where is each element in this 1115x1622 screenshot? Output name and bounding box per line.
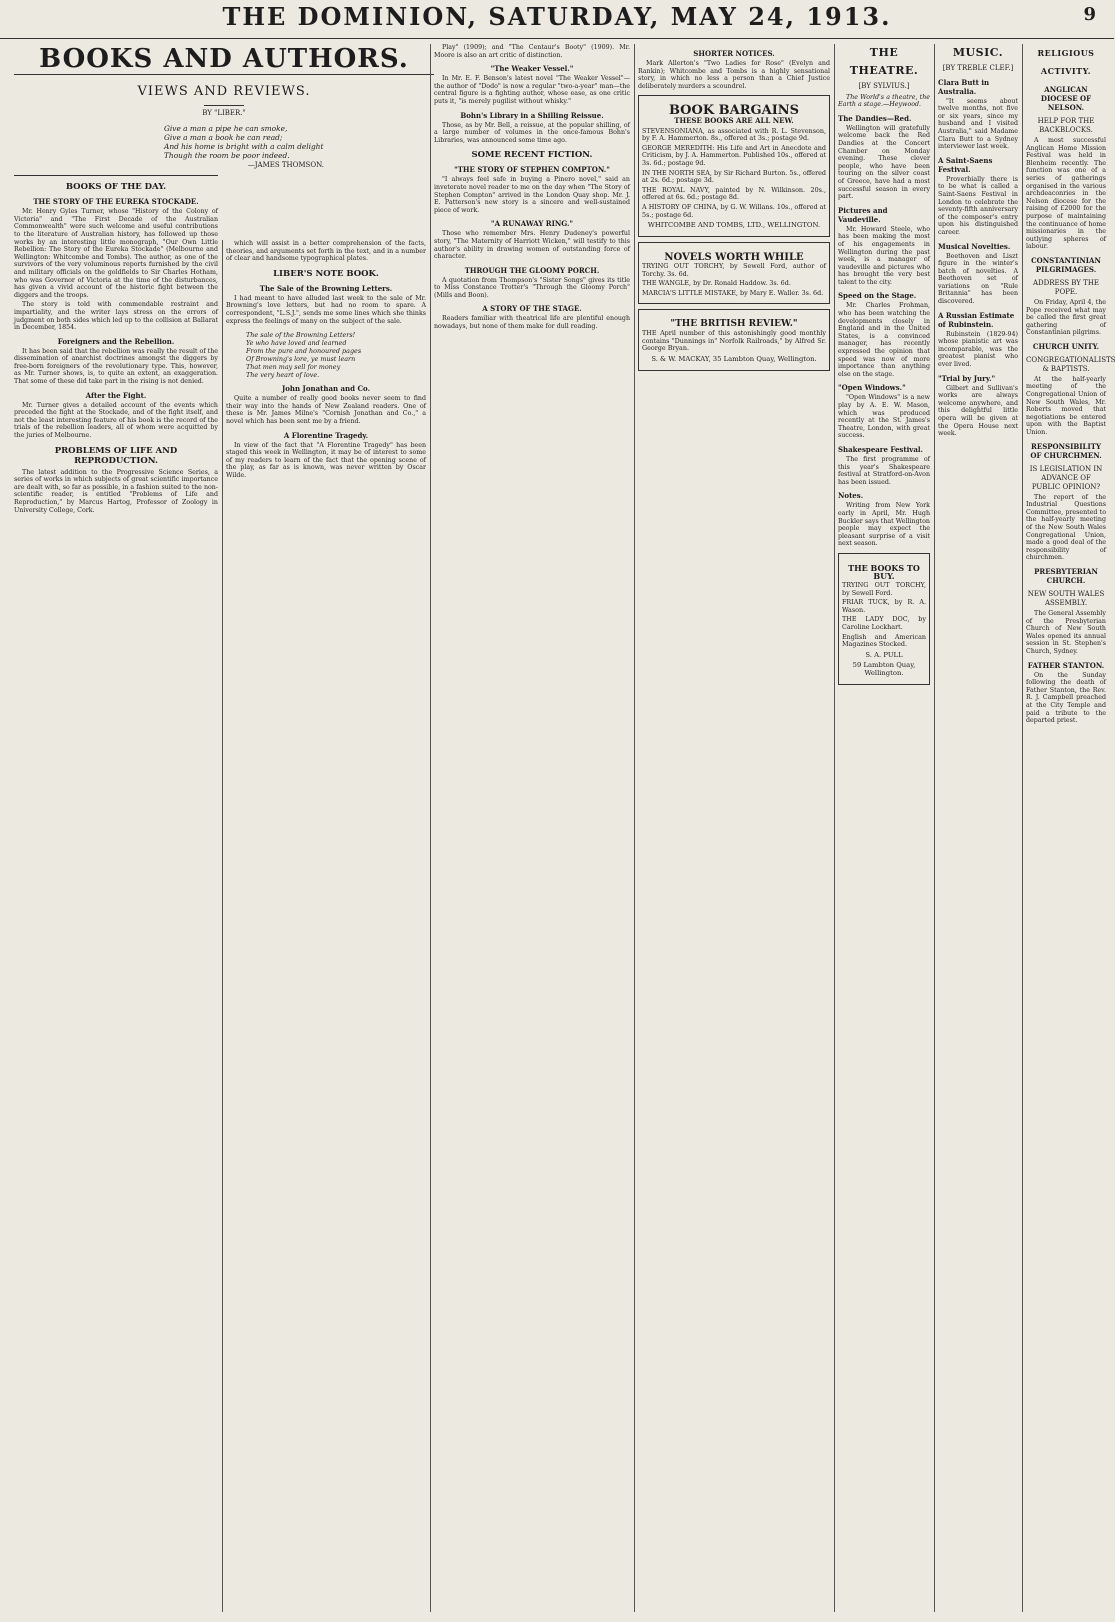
- article-paragraph: At the half-yearly meeting of the Congregational Union of New South Wales, Mr. Roberts moved that negotiations be entered upon with the Baptist Union.: [1026, 375, 1106, 437]
- advert-name: S. A. PULL: [865, 650, 903, 659]
- article-paragraph: A most successful Anglican Home Mission Festival was held in Blenheim recently. The function was one of a series of gatherings organised in the various archdeaconries in the Nelson diocese for the raising of £2000 for the purpose of maintaining the continuance of home missionaries in the outlying spheres of labour.: [1026, 137, 1106, 251]
- article-paragraph: Mark Allerton's "Two Ladies for Rose" (Evelyn and Rankin); Whitcombe and Tombs is a highly sensational story, in which no less a person than a Chief Justice deliberately murders a scoundrel.: [638, 60, 830, 90]
- heading-runaway-ring: "A RUNAWAY RING.": [490, 219, 574, 229]
- subheading-constantinian: ADDRESS BY THE POPE.: [1032, 278, 1100, 296]
- article-paragraph: Readers familiar with theatrical life are plentiful enough nowadays, but none of them make for dull reading.: [434, 315, 630, 331]
- article-paragraph: Those, as by Mr. Bell, a reissue, at the popular shilling, of a large number of volumes in the once-famous Bohn's Libraries, was announced some time ago.: [434, 121, 630, 144]
- heading-after-fight: After the Fight.: [85, 390, 147, 400]
- theatre-quote: The World's a theatre, the Earth a stage.—Heywood.: [838, 93, 930, 109]
- poem-attribution: —JAMES THOMSON.: [247, 160, 324, 169]
- article-paragraph: It has been said that the rebellion was really the result of the dissemination of anarchist doctrines amongst the diggers by free-born foreigners of the revolutionary type. This, however, as Mr. Turner shows, is, to quite an extent, an exaggeration. That some of these did take part in the rising is not denied.: [14, 347, 218, 386]
- article-paragraph: In Mr. E. F. Benson's latest novel "The Weaker Vessel"—the author of "Dodo" is now a regular "two-a-year" man—the central figure is a fighting author, whose ease, as one critic puts it, "is merely pugilist without whisky.": [434, 75, 630, 105]
- article-paragraph: Mr. Turner gives a detailed account of the events which preceded the fight at the Stockade, and of the fight itself, and not the least interesting feature of his book is the record of the trials of the rebellion leaders, all of whom were acquitted by the juries of Melbourne.: [14, 401, 218, 440]
- heading-presbyterian: PRESBYTERIAN CHURCH.: [1034, 566, 1098, 585]
- heading-nelson: ANGLICAN DIOCESE OF NELSON.: [1040, 85, 1092, 112]
- advert-line: TRYING OUT TORCHY, by Sewell Ford, author of Torchy. 3s. 6d.: [642, 262, 826, 278]
- article-paragraph: The report of the Industrial Questions Committee, presented to the half-yearly meeting of the New South Wales Congregational Union, made a good deal of the responsibility of churchmen.: [1026, 493, 1106, 562]
- byline-sylvius: [BY SYLVIUS.]: [858, 82, 910, 90]
- heading-gloomy-porch: THROUGH THE GLOOMY PORCH.: [464, 265, 600, 275]
- article-paragraph: "It seems about twelve months, not five or six years, since my husband and I visited Australia," said Madame Clara Butt to a Sydney interviewer last week.: [938, 97, 1018, 151]
- advert-british-review: [638, 309, 830, 371]
- advert-address: WHITCOMBE AND TOMBS, LTD., WELLINGTON.: [647, 221, 821, 230]
- heading-florentine: A Florentine Tragedy.: [283, 430, 369, 440]
- heading-open-windows: "Open Windows.": [838, 383, 906, 393]
- article-paragraph: On the Sunday following the death of Father Stanton, the Rev. R. J. Campbell preached at the City Temple and paid a tribute to the departed priest.: [1026, 671, 1106, 725]
- heading-father-stanton: FATHER STANTON.: [1027, 660, 1105, 670]
- heading-story-of-stage: A STORY OF THE STAGE.: [482, 304, 582, 314]
- article-paragraph: Play" (1909); and "The Centaur's Booty" (1909). Mr. Moore is also an art critic of distinction.: [434, 44, 630, 59]
- advert-line: THE ROYAL NAVY, painted by N. Wilkinson. 20s., offered at 6s. 6d.; postage 8d.: [642, 185, 826, 202]
- advert-line: GEORGE MEREDITH: His Life and Art in Anecdote and Criticism, by J. A. Hammerton. Published 10s., offered at 3s. 6d.; postage 9d.: [642, 143, 827, 167]
- poem-line: And his home is bright with a calm delight: [164, 141, 324, 151]
- heading-shakespeare: Shakespeare Festival.: [838, 444, 923, 454]
- advert-line: TRYING OUT TORCHY, by Sewell Ford.: [842, 581, 926, 597]
- section-title-religious: RELIGIOUS ACTIVITY.: [1037, 48, 1095, 76]
- article-paragraph: Those who remember Mrs. Henry Dudeney's powerful story, "The Maternity of Harriott Wicken," will testify to this author's ability in drawing women of outstanding force of character.: [434, 230, 630, 261]
- article-paragraph: Quite a number of really good books never seem to find their way into the hands of New Zealand readers. One of these is Mr. James Milne's "Cornish Jonathan and Co.," a novel which has been sent me by a friend.: [226, 395, 426, 425]
- heading-trial-by-jury: "Trial by Jury.": [938, 373, 996, 383]
- byline-treble-clef: [BY TREBLE CLEF.]: [942, 64, 1014, 72]
- article-paragraph: which will assist in a better comprehension of the facts, theories, and arguments set forth in the text, and in a number of clear and handsome typographical plates.: [226, 240, 426, 263]
- advert-address: 59 Lambton Quay, Wellington.: [852, 661, 916, 678]
- section-title-music: MUSIC.: [952, 46, 1004, 59]
- heading-dandies: The Dandies—Red.: [838, 113, 912, 123]
- article-paragraph: The latest addition to the Progressive Science Series, a series of works in which subjects of great scientific importance are dealt with, so far as possible, in a fashion suited to the non-scientific reader, is entitled "Problems of Life and Reproduction," by Marcus Hartog, Professor of Zoology in University College, Cork.: [14, 468, 218, 514]
- masthead-title: THE DOMINION, SATURDAY, MAY 24, 1913.: [222, 2, 892, 31]
- article-paragraph: Mr. Charles Frohman, who has been watching the developments closely in England and in the United States, is a convinced manager, has recently expressed the opinion that speed was now of more importance than anything else on the stage.: [838, 302, 930, 378]
- advert-heading: BOOK BARGAINS: [668, 103, 800, 119]
- advert-heading: "THE BRITISH REVIEW.": [670, 318, 798, 329]
- article-paragraph: Beethoven and Liszt figure in the winter's batch of novelties. A Beethoven set of variations on "Rule Britannia" has been discovered.: [938, 252, 1018, 306]
- advert-address: S. & W. MACKAY, 35 Lambton Quay, Wellington.: [651, 355, 817, 364]
- heading-saint-saens: A Saint-Saens Festival.: [938, 155, 993, 174]
- browning-poem: [246, 331, 426, 379]
- column-books-3: [434, 44, 630, 1612]
- poem-line: That men may sell for money: [246, 363, 341, 372]
- advert-line: IN THE NORTH SEA, by Sir Richard Burton. 5s., offered at 2s. 6d.; postage 3d.: [642, 168, 826, 185]
- subheading-responsibility: IS LEGISLATION IN ADVANCE OF PUBLIC OPINION?: [1029, 464, 1103, 491]
- column-books-2: [226, 240, 426, 1612]
- masthead: [0, 0, 1114, 39]
- heading-jonathan: John Jonathan and Co.: [281, 384, 371, 394]
- article-paragraph: Proverbially there is to be what is called a Saint-Saens Festival in London to celebrate the seventy-fifth anniversary of the composer's entry upon his distinguished career.: [938, 175, 1018, 236]
- section-title-books: BOOKS AND AUTHORS.: [14, 44, 434, 75]
- advert-heading: THE BOOKS TO BUY.: [848, 562, 920, 581]
- heading-foreigners: Foreigners and the Rebellion.: [57, 336, 175, 346]
- article-paragraph: Rubinstein (1829-94) whose pianistic art was incomparable, was the greatest pianist who ever lived.: [938, 330, 1018, 369]
- article-paragraph: Writing from New York early in April, Mr. Hugh Buckler says that Wellington people may expect the pleasant surprise of a visit next season.: [838, 502, 930, 548]
- article-paragraph: The story is told with commendable restraint and impartiality, and the writer lays stress on the errors of judgment on both sides which led up to the collision at Ballarat in December, 1854.: [14, 301, 218, 332]
- article-paragraph: A quotation from Thompson's "Sister Songs" gives its title to Miss Constance Trotter's "Through the Gloomy Porch" (Mills and Boon).: [434, 276, 630, 299]
- article-paragraph: Wellington will gratefully welcome back the Red Dandies at the Concert Chamber on Monday evening. These clever people, who have been touring on the silver coast of Greece, have had a most successful season in every part.: [838, 124, 930, 201]
- heading-recent-fiction: SOME RECENT FICTION.: [471, 150, 593, 161]
- advert-line: STEVENSONIANA, as associated with R. L. Stevenson, by F. A. Hammerton. 8s., offered at 3s.; postage 9d.: [642, 126, 826, 143]
- heading-bohn: Bohn's Library in a Shilling Reissue.: [460, 110, 604, 120]
- column-theatre: [838, 44, 930, 1612]
- subheading-church-unity: CONGREGATIONALISTS & BAPTISTS.: [1026, 355, 1115, 373]
- advert-book-bargains: [638, 95, 830, 236]
- heading-clara-butt: Clara Butt in Australia.: [938, 77, 990, 96]
- article-paragraph: Gilbert and Sullivan's works are always welcome anywhere, and this delightful little opera will be given at the Opera House next week.: [938, 384, 1018, 438]
- heading-liber-note-book: LIBER'S NOTE BOOK.: [273, 268, 379, 279]
- heading-musical-novelties: Musical Novelties.: [938, 241, 1011, 251]
- advert-heading: NOVELS WORTH WHILE: [664, 251, 804, 263]
- heading-rubinstein: A Russian Estimate of Rubinstein.: [938, 310, 1015, 329]
- advert-line: A HISTORY OF CHINA, by G. W. Willans. 10s., offered at 5s.; postage 6d.: [642, 202, 826, 219]
- article-paragraph: Mr. Howard Steele, who has been making the most of his engagements in Wellington during the past week, is a manager of vaudeville and pictures who has brought the very best talent to the city.: [838, 225, 930, 286]
- heading-stephen-compton: "THE STORY OF STEPHEN COMPTON.": [454, 165, 610, 175]
- article-paragraph: In view of the fact that "A Florentine Tragedy" has been staged this week in Wellington, it may be of interest to some of my readers to learn of the fact that the opening scene of the play, as far as is known, was never written by Oscar Wilde.: [226, 441, 426, 479]
- heading-books-of-the-day: BOOKS OF THE DAY.: [65, 182, 167, 193]
- article-paragraph: Mr. Henry Gyles Turner, whose "History of the Colony of Victoria" and "The First Decade of the Australian Commonwealth" were such welcome and useful contributions to the literature of Australian history, has followed up those works by an interesting little monograph, "Our Own Little Rebellion: The Story of the Eureka Stockade" (Melbourne and Wellington: Whitcombe and Tombs). The author, as one of the survivors of the very voluminous reports furnished by the civil and military officials on the goldfields to Sir Charles Hotham, who was Governor of Victoria at the time of the disturbances, has given a vivid account of the historic fight between the diggers and the troops.: [14, 208, 218, 299]
- advert-subheading: THESE BOOKS ARE ALL NEW.: [674, 115, 794, 125]
- heading-problems: PROBLEMS OF LIFE AND REPRODUCTION.: [54, 445, 178, 466]
- subheading-presbyterian: NEW SOUTH WALES ASSEMBLY.: [1027, 589, 1105, 607]
- poem-line: The sale of the Browning Letters!: [246, 331, 356, 340]
- section-title-theatre: THE THEATRE.: [849, 46, 919, 77]
- epigraph-poem: [164, 124, 434, 160]
- poem-line: The very heart of love.: [246, 371, 320, 380]
- heading-shorter-notices: SHORTER NOTICES.: [693, 49, 775, 58]
- poem-line: Of Browning's lore, ye must learn: [246, 355, 356, 364]
- section-subtitle-books: VIEWS AND REVIEWS.: [137, 84, 311, 99]
- subheading-nelson: HELP FOR THE BACKBLOCKS.: [1037, 117, 1095, 134]
- advert-line: FRIAR TUCK, by R. A. Wason.: [842, 598, 926, 614]
- column-music: [938, 44, 1018, 1612]
- article-paragraph: I had meant to have alluded last week to the sale of Mr. Browning's love letters, but had no room to spare. A correspondent, "L.S.J.", sends me some lines which she thinks express the feelings of many on the subject of the sale.: [226, 294, 426, 325]
- poem-line: Give a man a book he can read;: [164, 132, 283, 142]
- advert-line: THE April number of this astonishingly good monthly contains "Dunnings in" Norfolk Railroads," by Alfred Sr. George Bryan.: [642, 329, 826, 353]
- poem-line: From the pure and honoured pages: [246, 347, 362, 356]
- advert-line: English and American Magazines Stocked.: [842, 632, 926, 649]
- heading-weaker-vessel: "The Weaker Vessel.": [490, 64, 574, 74]
- heading-speed: Speed on the Stage.: [838, 291, 917, 301]
- advert-novels: [638, 242, 830, 304]
- heading-pictures: Pictures and Vaudeville.: [838, 205, 888, 224]
- heading-constantinian: CONSTANTINIAN PILGRIMAGES.: [1031, 255, 1101, 274]
- article-paragraph: The first programme of this year's Shakespeare festival at Stratford-on-Avon has been issued.: [838, 455, 930, 486]
- byline-liber: BY "LIBER.": [202, 109, 246, 117]
- heading-responsibility: RESPONSIBILITY OF CHURCHMEN.: [1030, 441, 1102, 460]
- heading-browning: The Sale of the Browning Letters.: [259, 283, 393, 293]
- article-paragraph: The General Assembly of the Presbyterian Church of New South Wales opened its annual session in St. Stephen's Church, Sydney.: [1026, 609, 1106, 655]
- advert-line: MARCIA'S LITTLE MISTAKE, by Mary E. Waller. 3s. 6d.: [642, 289, 824, 298]
- advert-line: THE WANGLE, by Dr. Ronald Haddow. 3s. 6d.: [642, 279, 791, 288]
- column-religious: [1026, 44, 1115, 1612]
- heading-eureka: THE STORY OF THE EUREKA STOCKADE.: [33, 197, 199, 207]
- poem-line: Ye who have loved and learned: [246, 339, 347, 348]
- page-number: 9: [1083, 4, 1096, 25]
- advert-books-to-buy: [838, 553, 930, 685]
- article-paragraph: On Friday, April 4, the Pope received what may be called the first great gathering of Constantinian pilgrims.: [1026, 298, 1106, 337]
- column-books-4: [638, 44, 830, 1612]
- article-paragraph: "Open Windows" is a new play by A. E. W. Mason, which was produced recently at the St. James's Theatre, London, with great success.: [838, 394, 930, 440]
- article-paragraph: "I always feel safe in buying a Pinero novel," said an inveterate novel reader to me on the day when "The Story of Stephen Compton" arrived in the London Quay shop. Mr. J. E. Patterson's new story is a sincere and well-sustained piece of work.: [434, 176, 630, 214]
- heading-church-unity: CHURCH UNITY.: [1032, 341, 1100, 351]
- advert-line: THE LADY DOC, by Caroline Lockhart.: [842, 615, 926, 632]
- poem-line: Give a man a pipe he can smoke,: [164, 123, 288, 133]
- poem-line: Though the room be poor indeed.: [164, 150, 290, 160]
- heading-notes: Notes.: [838, 491, 864, 501]
